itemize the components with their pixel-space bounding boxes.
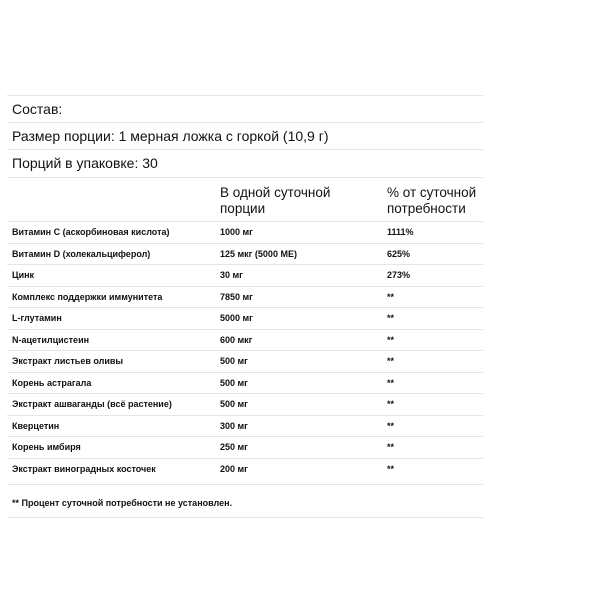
nutrient-name: N-ацетилцистеин bbox=[12, 334, 90, 345]
table-row bbox=[7, 415, 483, 437]
nutrient-amount: 500 мг bbox=[220, 399, 248, 409]
table-row bbox=[7, 221, 483, 243]
table-row bbox=[7, 436, 483, 458]
nutrient-amount: 500 мг bbox=[220, 356, 248, 366]
nutrient-daily-value: 1111% bbox=[387, 227, 414, 237]
servings-per-container: Порций в упаковке: 30 bbox=[12, 155, 158, 171]
footnote-row bbox=[7, 484, 483, 518]
header-amount: В одной суточной порции bbox=[220, 185, 331, 216]
nutrient-daily-value: 273% bbox=[387, 270, 411, 280]
table-row bbox=[7, 307, 483, 329]
nutrient-amount: 600 мкг bbox=[220, 334, 253, 345]
table-row bbox=[7, 286, 483, 308]
nutrient-amount: 500 мг bbox=[220, 377, 248, 388]
table-row bbox=[7, 264, 483, 286]
nutrient-name: Комплекс поддержки иммунитета bbox=[12, 291, 163, 302]
nutrient-daily-value: ** bbox=[387, 313, 395, 323]
nutrient-daily-value: ** bbox=[387, 399, 395, 409]
table-row bbox=[7, 393, 483, 415]
nutrient-amount: 5000 мг bbox=[220, 313, 253, 323]
header-daily-value: % от суточной потребности bbox=[387, 185, 477, 216]
nutrient-daily-value: ** bbox=[387, 291, 395, 302]
nutrient-name: Витамин C (аскорбиновая кислота) bbox=[12, 227, 170, 237]
table-row bbox=[7, 243, 483, 265]
table-row bbox=[7, 350, 483, 372]
nutrient-daily-value: 625% bbox=[387, 248, 411, 259]
serving-size-row bbox=[7, 122, 483, 149]
nutrient-daily-value: ** bbox=[387, 463, 395, 474]
serving-size: Размер порции: 1 мерная ложка с горкой (10,9 г) bbox=[12, 128, 329, 144]
nutrient-name: Экстракт листьев оливы bbox=[12, 356, 124, 366]
nutrient-daily-value: ** bbox=[387, 442, 395, 452]
nutrient-name: Витамин D (холекальциферол) bbox=[12, 248, 151, 259]
nutrient-daily-value: ** bbox=[387, 377, 395, 388]
nutrient-amount: 7850 мг bbox=[220, 291, 253, 302]
table-row bbox=[7, 329, 483, 351]
nutrient-name: Экстракт ашваганды (всё растение) bbox=[12, 399, 172, 409]
nutrient-amount: 250 мг bbox=[220, 442, 248, 452]
nutrient-name: Экстракт виноградных косточек bbox=[12, 463, 156, 474]
nutrient-amount: 300 мг bbox=[220, 420, 248, 431]
nutrient-daily-value: ** bbox=[387, 334, 395, 345]
nutrient-daily-value: ** bbox=[387, 356, 395, 366]
nutrient-amount: 200 мг bbox=[220, 463, 248, 474]
nutrient-name: Корень астрагала bbox=[12, 377, 92, 388]
footnote: ** Процент суточной потребности не установлен. bbox=[12, 497, 233, 508]
nutrient-name: Цинк bbox=[12, 270, 35, 280]
nutrient-name: Кверцетин bbox=[12, 420, 60, 431]
servings-per-container-row bbox=[7, 149, 483, 177]
nutrient-amount: 30 мг bbox=[220, 270, 243, 280]
nutrient-daily-value: ** bbox=[387, 420, 395, 431]
table-row bbox=[7, 458, 483, 484]
nutrient-name: Корень имбиря bbox=[12, 442, 81, 452]
nutrient-name: L-глутамин bbox=[12, 313, 62, 323]
table-row bbox=[7, 372, 483, 394]
facts-title-row bbox=[7, 95, 483, 122]
supplement-facts-table bbox=[7, 95, 483, 518]
column-header-row bbox=[7, 177, 483, 221]
nutrient-rows bbox=[7, 221, 483, 484]
nutrient-amount: 125 мкг (5000 МЕ) bbox=[220, 248, 297, 259]
facts-title: Состав: bbox=[12, 101, 63, 117]
nutrient-amount: 1000 мг bbox=[220, 227, 253, 237]
